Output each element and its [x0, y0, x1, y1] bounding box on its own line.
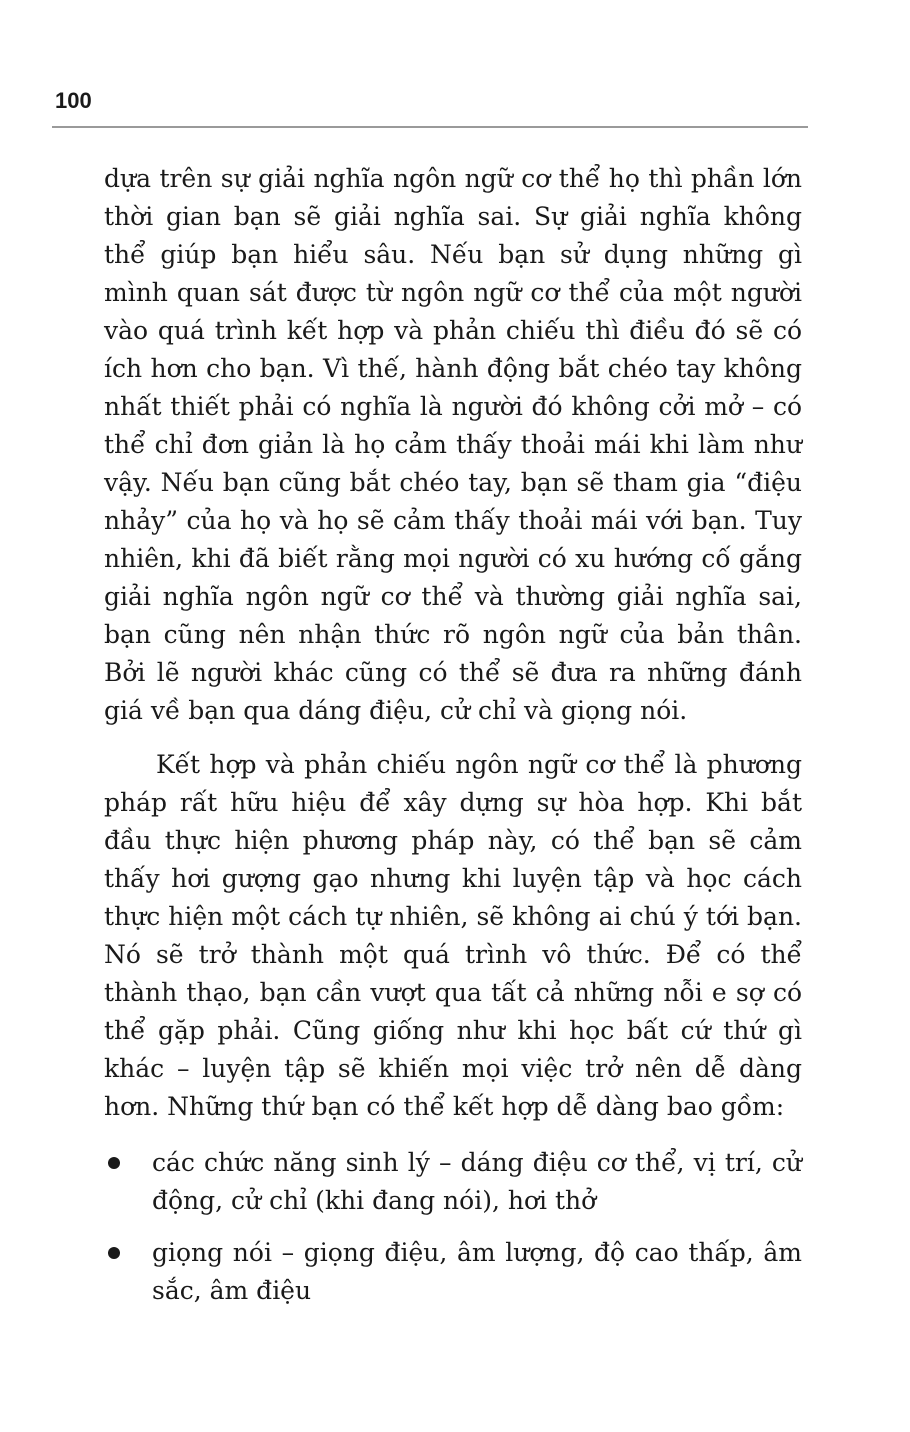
- body-paragraph: dựa trên sự giải nghĩa ngôn ngữ cơ thể họ thì phần lớn thời gian bạn sẽ giải nghĩa sai. Sự giải nghĩa không thể giúp bạn hiểu sâu. Nếu bạn sử dụng những gì mình quan sát được từ ngôn ngữ cơ thể của một người vào quá trình kết hợp và phản chiếu thì điều đó sẽ có ích hơn cho bạn. Vì thế, hành động bắt chéo tay không nhất thiết phải có nghĩa là người đó không cởi mở – có thể chỉ đơn giản là họ cảm thấy thoải mái khi làm như vậy. Nếu bạn cũng bắt chéo tay, bạn sẽ tham gia “điệu nhảy” của họ và họ sẽ cảm thấy thoải mái với bạn. Tuy nhiên, khi đã biết rằng mọi người có xu hướng cố gắng giải nghĩa ngôn ngữ cơ thể và thường giải nghĩa sai, bạn cũng nên nhận thức rõ ngôn ngữ của bản thân. Bởi lẽ người khác cũng có thể sẽ đưa ra những đánh giá về bạn qua dáng điệu, cử chỉ và giọng nói.: [104, 164, 802, 725]
- body-paragraph: Kết hợp và phản chiếu ngôn ngữ cơ thể là phương pháp rất hữu hiệu để xây dựng sự hòa hợp. Khi bắt đầu thực hiện phương pháp này, có thể bạn sẽ cảm thấy hơi gượng gạo nhưng khi luyện tập và học cách thực hiện một cách tự nhiên, sẽ không ai chú ý tới bạn. Nó sẽ trở thành một quá trình vô thức. Để có thể thành thạo, bạn cần vượt qua tất cả những nỗi e sợ có thể gặp phải. Cũng giống như khi học bất cứ thứ gì khác – luyện tập sẽ khiến mọi việc trở nên dễ dàng hơn. Những thứ bạn có thể kết hợp dễ dàng bao gồm:: [104, 750, 802, 1121]
- page-body: [104, 160, 802, 1324]
- page-header: [52, 86, 808, 128]
- bullet-text: giọng nói – giọng điệu, âm lượng, độ cao thấp, âm sắc, âm điệu: [152, 1238, 802, 1305]
- bullet-list: [104, 1144, 802, 1310]
- page-number: 100: [55, 88, 92, 113]
- bullet-dot-icon: [108, 1157, 120, 1169]
- bullet-item: [104, 1144, 802, 1220]
- bullet-item: [104, 1234, 802, 1310]
- bullet-text: các chức năng sinh lý – dáng điệu cơ thể, vị trí, cử động, cử chỉ (khi đang nói), hơi thở: [152, 1148, 802, 1215]
- bullet-dot-icon: [108, 1247, 120, 1259]
